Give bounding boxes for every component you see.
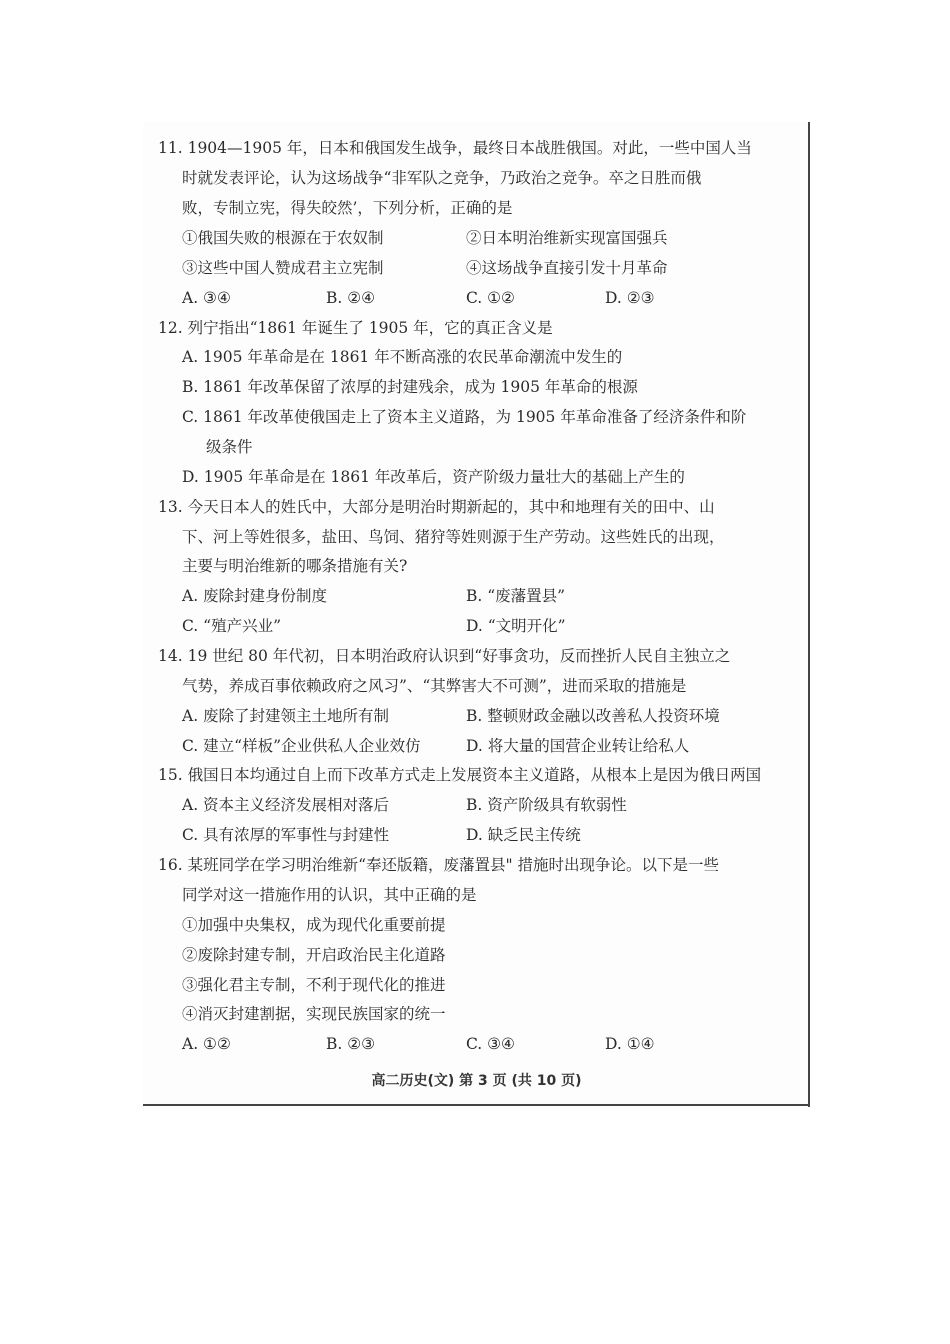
q11-stem-line2: 时就发表评论，认为这场战争“非军队之竞争，乃政治之竞争。卒之日胜而俄 [182,169,702,187]
page-border-bottom [143,1104,810,1106]
q14-option-c: C. 建立“样板”企业供私人企业效仿 [182,737,421,755]
page-footer: 高二历史(文) 第 3 页 (共 10 页) [371,1073,582,1089]
q16-item-1: ①加强中央集权，成为现代化重要前提 [182,916,446,934]
q16-stem-line1: 16. 某班同学在学习明治维新“奉还版籍，废藩置县" 措施时出现争论。以下是一些 [158,856,720,874]
q15-stem: 15. 俄国日本均通过自上而下改革方式走上发展资本主义道路，从根本上是因为俄日两国 [158,766,762,784]
q14-option-b: B. 整顿财政金融以改善私人投资环境 [466,707,720,725]
q14-option-d: D. 将大量的国营企业转让给私人 [466,737,690,755]
q11-option-b: B. ②④ [326,289,376,307]
q11-stem-line1: 11. 1904—1905 年，日本和俄国发生战争，最终日本战胜俄国。对此，一些中国人当 [158,139,752,157]
q16-option-c: C. ③④ [466,1035,515,1053]
q11-item-4: ④这场战争直接引发十月革命 [466,259,668,277]
q12-stem: 12. 列宁指出“1861 年诞生了 1905 年，它的真正含义是 [158,319,553,337]
q14-option-a: A. 废除了封建领主土地所有制 [182,707,390,725]
q12-option-d: D. 1905 年革命是在 1861 年改革后，资产阶级力量壮大的基础上产生的 [182,468,685,486]
q16-item-4: ④消灭封建割据，实现民族国家的统一 [182,1005,446,1023]
q16-option-a: A. ①② [182,1035,231,1053]
q15-option-b: B. 资产阶级具有软弱性 [466,796,627,814]
q13-stem-line3: 主要与明治维新的哪条措施有关? [182,557,408,575]
q12-option-b: B. 1861 年改革保留了浓厚的封建残余，成为 1905 年革命的根源 [182,378,638,396]
q11-item-3: ③这些中国人赞成君主立宪制 [182,259,384,277]
q11-option-d: D. ②③ [605,289,655,307]
q11-item-1: ①俄国失败的根源在于农奴制 [182,229,384,247]
q11-item-2: ②日本明治维新实现富国强兵 [466,229,668,247]
q12-option-c-cont: 级条件 [206,438,253,456]
q13-option-c: C. “殖产兴业” [182,617,282,635]
q11-option-a: A. ③④ [182,289,231,307]
q14-stem-line1: 14. 19 世纪 80 年代初，日本明治政府认识到“好事贪功，反而挫折人民自主独立之 [158,647,731,665]
q15-option-c: C. 具有浓厚的军事性与封建性 [182,826,390,844]
q13-option-a: A. 废除封建身份制度 [182,587,328,605]
q11-option-c: C. ①② [466,289,515,307]
q15-option-d: D. 缺乏民主传统 [466,826,581,844]
q16-item-2: ②废除封建专制，开启政治民主化道路 [182,946,446,964]
q14-stem-line2: 气势，养成百事依赖政府之风习”、“其弊害大不可测”，进而采取的措施是 [182,677,687,695]
q13-option-d: D. “文明开化” [466,617,566,635]
q11-stem-line3: 败，专制立宪，得失皎然’，下列分析，正确的是 [182,199,513,217]
q13-stem-line1: 13. 今天日本人的姓氏中，大部分是明治时期新起的，其中和地理有关的田中、山 [158,498,715,516]
q16-item-3: ③强化君主专制，不利于现代化的推进 [182,976,446,994]
q13-stem-line2: 下、河上等姓很多，盐田、鸟饲、猪狩等姓则源于生产劳动。这些姓氏的出现， [182,528,725,546]
q16-option-b: B. ②③ [326,1035,376,1053]
q16-stem-line2: 同学对这一措施作用的认识，其中正确的是 [182,886,477,904]
q12-option-a: A. 1905 年革命是在 1861 年不断高涨的农民革命潮流中发生的 [182,348,623,366]
q13-option-b: B. “废藩置县” [466,587,566,605]
page-border-right [808,122,810,1107]
q15-option-a: A. 资本主义经济发展相对落后 [182,796,390,814]
q12-option-c: C. 1861 年改革使俄国走上了资本主义道路，为 1905 年革命准备了经济条件和阶 [182,408,747,426]
q16-option-d: D. ①④ [605,1035,655,1053]
